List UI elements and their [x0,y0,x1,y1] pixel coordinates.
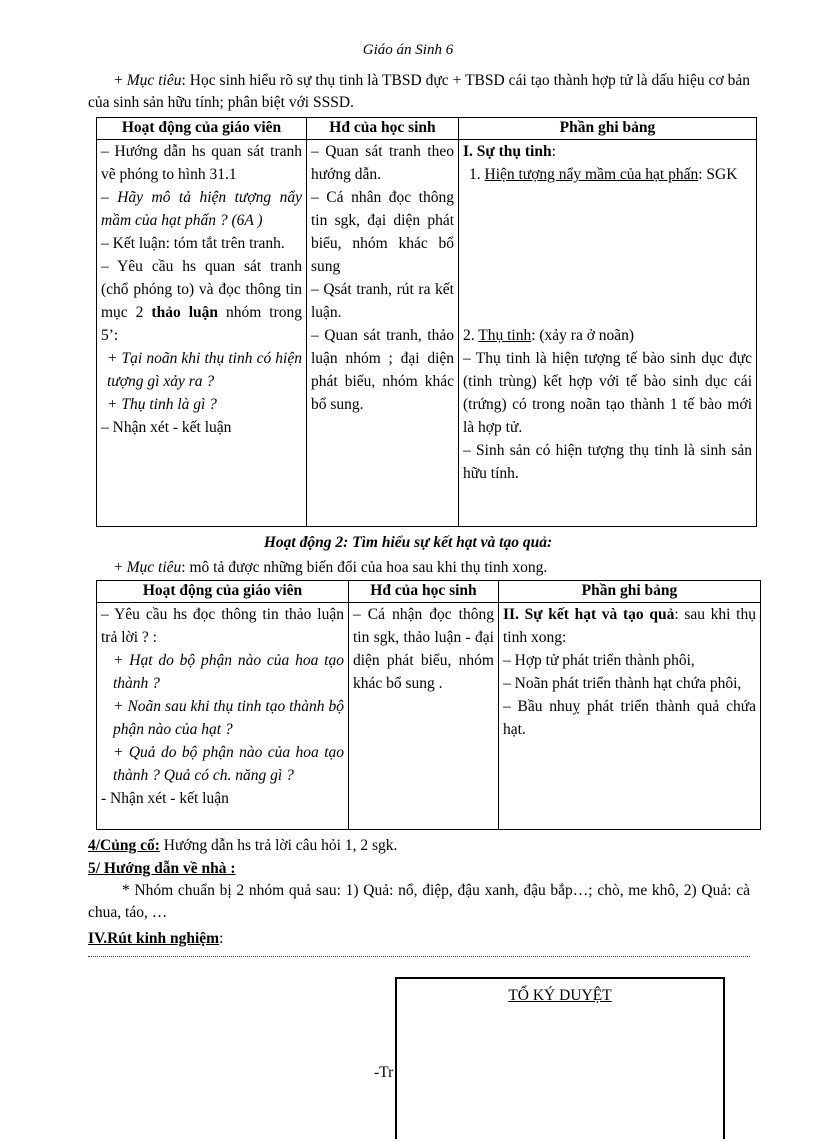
consolidation [88,835,750,857]
student-item: – Cá nhân đọc thông tin sgk, đại diện phát biểu, nhóm khác bổ sung [311,189,454,275]
header-student: Hđ của học sinh [349,581,499,603]
teacher-question: + Quả do bộ phận nào của hoa tạo thành ? Quả có ch. năng gì ? [113,744,344,784]
teacher-question: + Thụ tinh là gì ? [107,396,217,413]
table-header-row [97,581,761,603]
student-column [349,603,499,830]
teacher-item: – Hãy mô tả hiện tượng nẩy mầm của hạt phấn ? (6A ) [101,189,302,229]
objective-1-label: Mục tiêu [126,72,182,89]
teacher-question: + Hạt do bộ phận nào của hoa tạo thành ? [113,652,344,692]
objective-1-text: : Học sinh hiểu rõ sự thụ tinh là TBSD đực + TBSD cái tạo thành hợp tử là dấu hiệu cơ bản của sinh sản hữu tính; phân biệt với SSSD. [88,72,750,111]
dotted-divider [88,956,750,957]
student-item: – Cá nhận đọc thông tin sgk, thảo luận - đại diện phát biểu, nhóm khác bổ sung . [353,606,494,692]
activity-2-table [96,580,761,830]
student-item: – Quan sát tranh, thảo luận nhóm ; đại diện phát biểu, nhóm khác bổ sung. [311,327,454,413]
teacher-question: + Noãn sau khi thụ tinh tạo thành bộ phận nào của hạt ? [113,698,344,738]
experience-heading: IV.Rút kinh nghiệm: [88,930,224,947]
teacher-column [97,140,307,527]
table-row [97,603,761,830]
homework-label: 5/ Hướng dẫn về nhà : [88,860,236,877]
objective-2: + Mục tiêu: mô tả được những biến đổi của hoa sau khi thụ tinh xong. [114,559,548,576]
header-student: Hđ của học sinh [307,118,459,140]
objective-1: + Mục tiêu: Học sinh hiểu rõ sự thụ tinh là TBSD đực + TBSD cái tạo thành hợp tử là dấu hiệu cơ bản của sinh sản hữu tính; phân biệt với SSSD. [88,72,750,111]
teacher-item: - Nhận xét - kết luận [101,790,229,807]
approval-box [395,977,725,1139]
consolidation-text: Hướng dẫn hs trả lời câu hỏi 1, 2 sgk. [159,837,398,854]
activity-2-title: Hoạt động 2: Tìm hiểu sự kết hạt và tạo quả: [263,534,553,551]
teacher-question: + Tại noãn khi thụ tinh có hiện tượng gì xảy ra ? [107,350,302,390]
objective-2-text: : mô tả được những biến đổi của hoa sau khi thụ tinh xong. [181,559,548,576]
table-header-row [97,118,757,140]
homework-text: * Nhóm chuẩn bị 2 nhóm quả sau: 1) Quả: nổ, điệp, đậu xanh, đậu bắp…; chò, me khô, 2) Quả: cà chua, táo, … [88,882,750,921]
partial-text: -Tr [374,1064,394,1081]
header-board: Phần ghi bảng [499,581,761,603]
board-text: – Hợp tử phát triển thành phôi, [503,652,695,669]
page-header-title: Giáo án Sinh 6 [362,42,454,58]
student-item: – Quan sát tranh theo hướng dẫn. [311,143,454,183]
consolidation-label: 4/Củng cố: [88,837,160,854]
teacher-item: – Hướng dẫn hs quan sát tranh vẽ phóng to hình 31.1 [101,143,302,183]
board-text: – Noãn phát triển thành hạt chứa phôi, [503,675,742,692]
table-row [97,140,757,527]
teacher-item: – Yêu cầu hs đọc thông tin thảo luận trả lời ? : [101,606,344,646]
teacher-column [97,603,349,830]
board-heading: I. Sự thụ tinh: [463,143,556,160]
experience-label: IV.Rút kinh nghiệm [88,930,220,947]
student-column [307,140,459,527]
approval-title: TỔ KÝ DUYỆT [508,987,612,1004]
header-board: Phần ghi bảng [459,118,757,140]
teacher-item: – Kết luận: tóm tắt trên tranh. [101,235,285,252]
activity-1-table [96,117,757,527]
board-heading: II. Sự kết hạt và tạo quả: sau khi thụ tinh xong: [503,606,756,646]
board-item-1: 1. Hiện tượng nẩy mầm của hạt phấn: SGK [469,166,738,183]
board-item-2: 2. Thụ tinh: (xảy ra ở noãn) [463,327,635,344]
teacher-item: – Yêu cầu hs quan sát tranh (chổ phóng to) và đọc thông tin mục 2 thảo luận nhóm trong 5’: [101,258,302,344]
board-text: – Thụ tinh là hiện tượng tế bào sinh dục đực (tinh trùng) kết hợp với tế bào sinh dục cái (trứng) có trong noãn tạo thành 1 tế bào mới là hợp tử. [463,350,752,436]
homework-heading [88,858,750,880]
board-column [499,603,761,830]
header-teacher: Hoạt động của giáo viên [97,118,307,140]
student-item: – Qsát tranh, rút ra kết luận. [311,281,454,321]
board-text: – Bầu nhuỵ phát triển thành quả chứa hạt. [503,698,756,738]
board-text: – Sinh sản có hiện tượng thụ tinh là sinh sản hữu tính. [463,442,752,482]
teacher-item: – Nhận xét - kết luận [101,419,232,436]
board-column [459,140,757,527]
objective-2-label: Mục tiêu [126,559,182,576]
header-teacher: Hoạt động của giáo viên [97,581,349,603]
